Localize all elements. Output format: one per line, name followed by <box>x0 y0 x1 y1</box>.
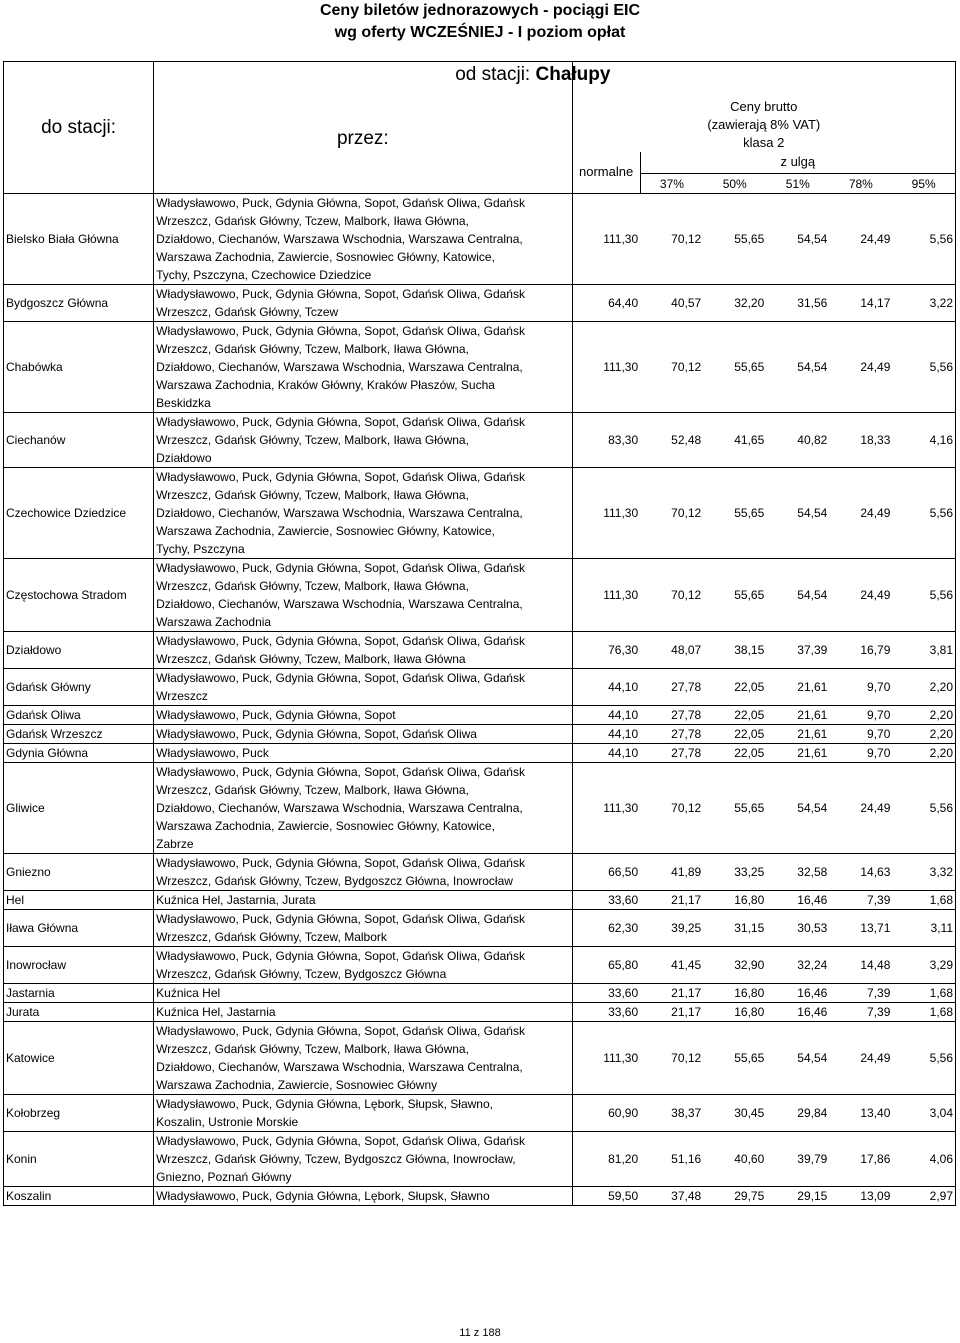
price-discount-2: 55,65 <box>703 322 766 413</box>
price-discount-3: 29,15 <box>766 1187 829 1206</box>
price-discount-5: 2,97 <box>892 1187 955 1206</box>
destination-station: Iława Główna <box>4 910 154 947</box>
price-discount-1: 70,12 <box>640 1022 703 1095</box>
price-discount-3: 31,56 <box>766 285 829 322</box>
price-discount-2: 16,80 <box>703 984 766 1003</box>
price-discount-1: 70,12 <box>640 322 703 413</box>
price-discount-3: 21,61 <box>766 669 829 706</box>
price-discount-2: 22,05 <box>703 706 766 725</box>
page-number: 11 z 188 <box>459 1327 501 1339</box>
table-row <box>4 891 956 910</box>
price-discount-3: 54,54 <box>766 468 829 559</box>
destination-header <box>4 62 154 194</box>
price-discount-4: 9,70 <box>829 706 892 725</box>
destination-station: Gdańsk Oliwa <box>4 706 154 725</box>
price-discount-5: 3,81 <box>892 632 955 669</box>
via-stations <box>154 285 572 322</box>
via-line: Warszawa Zachodnia, Zawiercie, Sosnowiec Główny <box>156 1078 438 1092</box>
price-discount-5: 2,20 <box>892 706 955 725</box>
via-stations <box>154 1132 572 1187</box>
price-discount-1: 21,17 <box>640 984 703 1003</box>
price-discount-3: 30,53 <box>766 910 829 947</box>
table-row <box>4 854 956 891</box>
price-discount-2: 31,15 <box>703 910 766 947</box>
class-label: klasa 2 <box>743 134 785 150</box>
via-line: Władysławowo, Puck, Gdynia Główna, Sopot, Gdańsk Oliwa, Gdańsk <box>156 949 525 963</box>
price-discount-3: 54,54 <box>766 1022 829 1095</box>
price-discount-2: 38,15 <box>703 632 766 669</box>
price-discount-3: 21,61 <box>766 706 829 725</box>
table-row <box>4 1187 956 1206</box>
price-discount-4: 18,33 <box>829 413 892 468</box>
price-discount-5: 5,56 <box>892 194 955 285</box>
via-line: Władysławowo, Puck, Gdynia Główna, Sopot, Gdańsk Oliwa, Gdańsk <box>156 196 525 210</box>
price-normal: 111,30 <box>572 763 640 854</box>
table-row <box>4 1095 956 1132</box>
price-discount-5: 3,32 <box>892 854 955 891</box>
price-discount-2: 22,05 <box>703 725 766 744</box>
price-discount-4: 13,40 <box>829 1095 892 1132</box>
price-discount-1: 40,57 <box>640 285 703 322</box>
price-normal: 66,50 <box>572 854 640 891</box>
price-discount-1: 27,78 <box>640 669 703 706</box>
destination-station: Gdańsk Wrzeszcz <box>4 725 154 744</box>
via-line: Władysławowo, Puck, Gdynia Główna, Sopot, Gdańsk Oliwa, Gdańsk <box>156 1024 525 1038</box>
document-title: Ceny biletów jednorazowych - pociągi EIC <box>319 2 641 19</box>
price-discount-1: 70,12 <box>640 194 703 285</box>
price-discount-5: 3,11 <box>892 910 955 947</box>
via-line: Władysławowo, Puck, Gdynia Główna, Sopot, Gdańsk Oliwa, Gdańsk <box>156 765 525 779</box>
price-discount-2: 22,05 <box>703 669 766 706</box>
table-row <box>4 468 956 559</box>
price-discount-3: 29,84 <box>766 1095 829 1132</box>
price-discount-4: 24,49 <box>829 1022 892 1095</box>
price-discount-1: 51,16 <box>640 1132 703 1187</box>
price-discount-3: 54,54 <box>766 194 829 285</box>
price-discount-4: 24,49 <box>829 194 892 285</box>
destination-station: Działdowo <box>4 632 154 669</box>
via-line: Wrzeszcz, Gdańsk Główny, Tczew, Malbork, Iława Główna <box>156 652 466 666</box>
price-discount-3: 39,79 <box>766 1132 829 1187</box>
via-line: Wrzeszcz, Gdańsk Główny, Tczew, Bydgoszcz Główna, Inowrocław <box>156 874 513 888</box>
price-discount-1: 39,25 <box>640 910 703 947</box>
via-line: Wrzeszcz, Gdańsk Główny, Tczew, Bydgoszcz Główna, Inowrocław, <box>156 1152 516 1166</box>
via-line: Wrzeszcz, Gdańsk Główny, Tczew, Malbork <box>156 930 387 944</box>
destination-station: Konin <box>4 1132 154 1187</box>
destination-station: Gdynia Główna <box>4 744 154 763</box>
price-normal: 44,10 <box>572 744 640 763</box>
price-discount-3: 54,54 <box>766 322 829 413</box>
price-discount-3: 54,54 <box>766 559 829 632</box>
price-normal: 111,30 <box>572 559 640 632</box>
destination-station: Gniezno <box>4 854 154 891</box>
price-discount-1: 70,12 <box>640 468 703 559</box>
via-line: Władysławowo, Puck, Gdynia Główna, Sopot, Gdańsk Oliwa, Gdańsk <box>156 912 525 926</box>
via-line: Władysławowo, Puck, Gdynia Główna, Sopot <box>156 708 396 722</box>
price-discount-3: 16,46 <box>766 1003 829 1022</box>
destination-header-label: do stacji: <box>41 116 117 138</box>
origin-station: Chałupy <box>535 64 611 85</box>
price-discount-5: 5,56 <box>892 559 955 632</box>
table-row <box>4 1022 956 1095</box>
via-stations <box>154 413 572 468</box>
destination-station: Koszalin <box>4 1187 154 1206</box>
destination-station: Czechowice Dziedzice <box>4 468 154 559</box>
via-stations <box>154 984 572 1003</box>
via-stations <box>154 194 572 285</box>
price-discount-3: 32,58 <box>766 854 829 891</box>
price-discount-5: 5,56 <box>892 322 955 413</box>
price-discount-4: 17,86 <box>829 1132 892 1187</box>
origin-label: od stacji: <box>455 64 536 85</box>
via-line: Działdowo, Ciechanów, Warszawa Wschodnia, Warszawa Centralna, <box>156 360 523 374</box>
price-discount-4: 14,17 <box>829 285 892 322</box>
price-discount-1: 27,78 <box>640 706 703 725</box>
prices-line2: (zawierają 8% VAT) <box>707 116 821 132</box>
discount-2-header: 50% <box>703 174 766 194</box>
price-discount-1: 48,07 <box>640 632 703 669</box>
destination-station: Kołobrzeg <box>4 1095 154 1132</box>
price-discount-2: 55,65 <box>703 763 766 854</box>
via-line: Działdowo, Ciechanów, Warszawa Wschodnia, Warszawa Centralna, <box>156 1060 523 1074</box>
via-line: Działdowo, Ciechanów, Warszawa Wschodnia, Warszawa Centralna, <box>156 597 523 611</box>
price-normal: 33,60 <box>572 1003 640 1022</box>
price-normal: 33,60 <box>572 891 640 910</box>
via-line: Działdowo, Ciechanów, Warszawa Wschodnia, Warszawa Centralna, <box>156 801 523 815</box>
price-discount-2: 55,65 <box>703 194 766 285</box>
prices-header <box>572 98 955 152</box>
price-discount-4: 9,70 <box>829 725 892 744</box>
via-line: Władysławowo, Puck, Gdynia Główna, Sopot, Gdańsk Oliwa, Gdańsk <box>156 561 525 575</box>
via-stations <box>154 669 572 706</box>
origin-station-header <box>154 66 911 84</box>
destination-station: Chabówka <box>4 322 154 413</box>
via-line: Władysławowo, Puck, Gdynia Główna, Lębork, Słupsk, Sławno <box>156 1189 490 1203</box>
price-discount-4: 24,49 <box>829 322 892 413</box>
price-discount-2: 16,80 <box>703 1003 766 1022</box>
price-discount-3: 32,24 <box>766 947 829 984</box>
via-line: Działdowo, Ciechanów, Warszawa Wschodnia, Warszawa Centralna, <box>156 506 523 520</box>
via-line: Zabrze <box>156 837 194 851</box>
via-stations <box>154 1022 572 1095</box>
table-row <box>4 725 956 744</box>
price-discount-3: 21,61 <box>766 744 829 763</box>
price-discount-1: 70,12 <box>640 763 703 854</box>
via-line: Tychy, Pszczyna <box>156 542 245 556</box>
price-discount-4: 24,49 <box>829 763 892 854</box>
price-discount-3: 16,46 <box>766 891 829 910</box>
price-discount-5: 4,16 <box>892 413 955 468</box>
price-discount-5: 3,04 <box>892 1095 955 1132</box>
table-row <box>4 763 956 854</box>
via-line: Wrzeszcz, Gdańsk Główny, Tczew, Malbork, Iława Główna, <box>156 342 469 356</box>
price-discount-1: 27,78 <box>640 725 703 744</box>
table-row <box>4 744 956 763</box>
price-discount-4: 16,79 <box>829 632 892 669</box>
destination-station: Hel <box>4 891 154 910</box>
destination-station: Jastarnia <box>4 984 154 1003</box>
via-stations <box>154 1187 572 1206</box>
price-discount-4: 14,63 <box>829 854 892 891</box>
normal-header: normalne <box>572 152 640 194</box>
price-normal: 64,40 <box>572 285 640 322</box>
fare-table <box>3 61 956 1206</box>
discount-4-header: 78% <box>829 174 892 194</box>
price-discount-1: 37,48 <box>640 1187 703 1206</box>
price-normal: 65,80 <box>572 947 640 984</box>
via-line: Władysławowo, Puck, Gdynia Główna, Sopot, Gdańsk Oliwa, Gdańsk <box>156 671 525 685</box>
price-discount-5: 3,29 <box>892 947 955 984</box>
price-discount-2: 32,20 <box>703 285 766 322</box>
price-discount-3: 37,39 <box>766 632 829 669</box>
price-discount-1: 21,17 <box>640 891 703 910</box>
via-line: Wrzeszcz, Gdańsk Główny, Tczew <box>156 305 339 319</box>
price-normal: 33,60 <box>572 984 640 1003</box>
price-discount-4: 24,49 <box>829 559 892 632</box>
price-discount-1: 27,78 <box>640 744 703 763</box>
via-line: Działdowo, Ciechanów, Warszawa Wschodnia, Warszawa Centralna, <box>156 232 523 246</box>
via-line: Warszawa Zachodnia, Kraków Główny, Kraków Płaszów, Sucha <box>156 378 495 392</box>
price-discount-3: 21,61 <box>766 725 829 744</box>
via-line: Władysławowo, Puck, Gdynia Główna, Sopot, Gdańsk Oliwa, Gdańsk <box>156 415 525 429</box>
price-discount-5: 2,20 <box>892 669 955 706</box>
price-discount-3: 16,46 <box>766 984 829 1003</box>
via-stations <box>154 1003 572 1022</box>
via-stations <box>154 322 572 413</box>
via-line: Władysławowo, Puck, Gdynia Główna, Sopot, Gdańsk Oliwa <box>156 727 477 741</box>
price-discount-1: 21,17 <box>640 1003 703 1022</box>
destination-station: Gliwice <box>4 763 154 854</box>
destination-station: Gdańsk Główny <box>4 669 154 706</box>
price-discount-4: 9,70 <box>829 669 892 706</box>
price-normal: 44,10 <box>572 725 640 744</box>
price-discount-2: 30,45 <box>703 1095 766 1132</box>
table-row <box>4 984 956 1003</box>
price-discount-5: 4,06 <box>892 1132 955 1187</box>
price-discount-4: 7,39 <box>829 891 892 910</box>
via-line: Działdowo <box>156 451 212 465</box>
price-normal: 111,30 <box>572 468 640 559</box>
destination-station: Bielsko Biała Główna <box>4 194 154 285</box>
via-line: Wrzeszcz, Gdańsk Główny, Tczew, Malbork, Iława Główna, <box>156 433 469 447</box>
via-line: Kuźnica Hel, Jastarnia <box>156 1005 276 1019</box>
table-row <box>4 1003 956 1022</box>
via-stations <box>154 468 572 559</box>
price-normal: 60,90 <box>572 1095 640 1132</box>
via-line: Tychy, Pszczyna, Czechowice Dziedzice <box>156 268 372 282</box>
via-line: Wrzeszcz, Gdańsk Główny, Tczew, Malbork, Iława Główna, <box>156 214 469 228</box>
price-discount-2: 40,60 <box>703 1132 766 1187</box>
price-discount-5: 5,56 <box>892 468 955 559</box>
price-discount-1: 41,45 <box>640 947 703 984</box>
price-discount-5: 5,56 <box>892 1022 955 1095</box>
via-stations <box>154 706 572 725</box>
price-discount-5: 2,20 <box>892 725 955 744</box>
price-discount-2: 41,65 <box>703 413 766 468</box>
via-line: Władysławowo, Puck, Gdynia Główna, Lębork, Słupsk, Sławno, <box>156 1097 493 1111</box>
discount-5-header: 95% <box>892 174 955 194</box>
price-discount-2: 16,80 <box>703 891 766 910</box>
via-line: Władysławowo, Puck, Gdynia Główna, Sopot, Gdańsk Oliwa, Gdańsk <box>156 1134 525 1148</box>
destination-station: Inowrocław <box>4 947 154 984</box>
via-line: Warszawa Zachodnia, Zawiercie, Sosnowiec Główny, Katowice, <box>156 250 495 264</box>
price-discount-2: 22,05 <box>703 744 766 763</box>
via-line: Wrzeszcz, Gdańsk Główny, Tczew, Bydgoszcz Główna <box>156 967 447 981</box>
price-normal: 111,30 <box>572 194 640 285</box>
price-discount-4: 7,39 <box>829 984 892 1003</box>
table-row <box>4 910 956 947</box>
price-normal: 111,30 <box>572 322 640 413</box>
via-line: Warszawa Zachodnia, Zawiercie, Sosnowiec Główny, Katowice, <box>156 819 495 833</box>
price-discount-5: 1,68 <box>892 984 955 1003</box>
via-line: Władysławowo, Puck, Gdynia Główna, Sopot, Gdańsk Oliwa, Gdańsk <box>156 470 525 484</box>
table-row <box>4 559 956 632</box>
via-stations <box>154 632 572 669</box>
via-line: Wrzeszcz, Gdańsk Główny, Tczew, Malbork, Iława Główna, <box>156 579 469 593</box>
price-normal: 81,20 <box>572 1132 640 1187</box>
via-stations <box>154 744 572 763</box>
price-normal: 44,10 <box>572 669 640 706</box>
price-discount-2: 55,65 <box>703 1022 766 1095</box>
price-discount-4: 13,71 <box>829 910 892 947</box>
table-row <box>4 285 956 322</box>
via-line: Władysławowo, Puck, Gdynia Główna, Sopot, Gdańsk Oliwa, Gdańsk <box>156 634 525 648</box>
via-line: Władysławowo, Puck <box>156 746 269 760</box>
via-stations <box>154 763 572 854</box>
price-discount-4: 24,49 <box>829 468 892 559</box>
price-discount-2: 29,75 <box>703 1187 766 1206</box>
via-line: Koszalin, Ustronie Morskie <box>156 1115 299 1129</box>
table-row <box>4 706 956 725</box>
price-normal: 83,30 <box>572 413 640 468</box>
destination-station: Częstochowa Stradom <box>4 559 154 632</box>
price-discount-2: 33,25 <box>703 854 766 891</box>
destination-station: Katowice <box>4 1022 154 1095</box>
price-discount-2: 55,65 <box>703 468 766 559</box>
destination-station: Ciechanów <box>4 413 154 468</box>
prices-line1: Ceny brutto <box>730 98 798 114</box>
via-stations <box>154 947 572 984</box>
via-line: Wrzeszcz, Gdańsk Główny, Tczew, Malbork, Iława Główna, <box>156 1042 469 1056</box>
price-normal: 44,10 <box>572 706 640 725</box>
price-discount-1: 41,89 <box>640 854 703 891</box>
via-header-label: przez: <box>336 127 389 149</box>
price-discount-3: 54,54 <box>766 763 829 854</box>
via-stations <box>154 854 572 891</box>
price-discount-5: 2,20 <box>892 744 955 763</box>
via-stations <box>154 725 572 744</box>
via-line: Gniezno, Poznań Główny <box>156 1170 292 1184</box>
via-line: Wrzeszcz, Gdańsk Główny, Tczew, Malbork, Iława Główna, <box>156 783 469 797</box>
destination-station: Jurata <box>4 1003 154 1022</box>
table-row <box>4 413 956 468</box>
discount-header: z ulgą <box>640 152 955 174</box>
table-row <box>4 947 956 984</box>
via-line: Wrzeszcz, Gdańsk Główny, Tczew, Malbork, Iława Główna, <box>156 488 469 502</box>
via-line: Warszawa Zachodnia <box>156 615 272 629</box>
price-normal: 111,30 <box>572 1022 640 1095</box>
table-row <box>4 632 956 669</box>
table-row <box>4 322 956 413</box>
price-discount-5: 3,22 <box>892 285 955 322</box>
via-line: Władysławowo, Puck, Gdynia Główna, Sopot, Gdańsk Oliwa, Gdańsk <box>156 324 525 338</box>
price-discount-4: 13,09 <box>829 1187 892 1206</box>
via-line: Władysławowo, Puck, Gdynia Główna, Sopot, Gdańsk Oliwa, Gdańsk <box>156 856 525 870</box>
price-discount-4: 14,48 <box>829 947 892 984</box>
document-subtitle: wg oferty WCZEŚNIEJ - I poziom opłat <box>334 24 626 41</box>
via-line: Beskidzka <box>156 396 211 410</box>
via-stations <box>154 559 572 632</box>
table-row <box>4 669 956 706</box>
table-row <box>4 1132 956 1187</box>
price-discount-1: 70,12 <box>640 559 703 632</box>
price-discount-5: 1,68 <box>892 891 955 910</box>
price-discount-5: 1,68 <box>892 1003 955 1022</box>
via-line: Wrzeszcz <box>156 689 208 703</box>
price-discount-2: 55,65 <box>703 559 766 632</box>
via-line: Kuźnica Hel, Jastarnia, Jurata <box>156 893 316 907</box>
via-line: Kuźnica Hel <box>156 986 221 1000</box>
price-normal: 76,30 <box>572 632 640 669</box>
price-discount-4: 9,70 <box>829 744 892 763</box>
price-discount-1: 38,37 <box>640 1095 703 1132</box>
price-normal: 62,30 <box>572 910 640 947</box>
table-row <box>4 194 956 285</box>
via-line: Władysławowo, Puck, Gdynia Główna, Sopot, Gdańsk Oliwa, Gdańsk <box>156 287 525 301</box>
via-line: Warszawa Zachodnia, Zawiercie, Sosnowiec Główny, Katowice, <box>156 524 495 538</box>
price-normal: 59,50 <box>572 1187 640 1206</box>
via-stations <box>154 891 572 910</box>
via-stations <box>154 910 572 947</box>
discount-1-header: 37% <box>640 174 703 194</box>
destination-station: Bydgoszcz Główna <box>4 285 154 322</box>
via-stations <box>154 1095 572 1132</box>
price-discount-5: 5,56 <box>892 763 955 854</box>
price-discount-1: 52,48 <box>640 413 703 468</box>
price-discount-3: 40,82 <box>766 413 829 468</box>
price-discount-4: 7,39 <box>829 1003 892 1022</box>
price-discount-2: 32,90 <box>703 947 766 984</box>
discount-3-header: 51% <box>766 174 829 194</box>
